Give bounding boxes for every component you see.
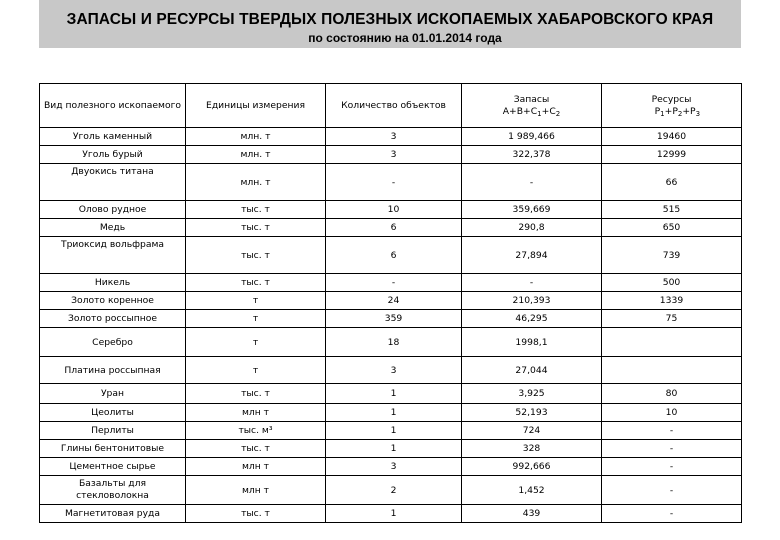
resources-cell: 650	[602, 219, 742, 237]
reserves-cell: -	[462, 164, 602, 201]
unit-cell: т	[186, 292, 326, 310]
resources-header-formula: $P_1+P_2+P_3$	[642, 105, 701, 118]
resources-cell: 66	[602, 164, 742, 201]
unit-cell: т	[186, 328, 326, 357]
reserves-cell: 52,193	[462, 404, 602, 422]
reserves-cell: 328	[462, 440, 602, 458]
mineral-name: Уголь каменный	[40, 128, 186, 146]
unit-cell: млн. т	[186, 146, 326, 164]
count-cell: 3	[326, 458, 462, 476]
unit-cell: т	[186, 357, 326, 384]
reserves-header-label: Запасы	[513, 93, 550, 105]
count-cell: -	[326, 274, 462, 292]
title-banner	[39, 0, 741, 48]
reserves-cell: 1,452	[462, 476, 602, 505]
unit-cell: тыс. т	[186, 201, 326, 219]
count-cell: 10	[326, 201, 462, 219]
reserves-cell: 439	[462, 505, 602, 523]
unit-cell: млн т	[186, 458, 326, 476]
count-cell: -	[326, 164, 462, 201]
count-cell: 6	[326, 219, 462, 237]
unit-cell: млн. т	[186, 164, 326, 201]
table-row	[40, 310, 742, 328]
mineral-name: Магнетитовая руда	[40, 505, 186, 523]
mineral-name: Глины бентонитовые	[40, 440, 186, 458]
unit-cell: тыс. т	[186, 237, 326, 274]
table-row	[40, 164, 742, 201]
mineral-name: Золото коренное	[40, 292, 186, 310]
reserves-cell: 46,295	[462, 310, 602, 328]
resources-cell: -	[602, 476, 742, 505]
reserves-cell: 210,393	[462, 292, 602, 310]
unit-cell: тыс. т	[186, 505, 326, 523]
reserves-cell: 1998,1	[462, 328, 602, 357]
mineral-name: Медь	[40, 219, 186, 237]
mineral-name: Золото россыпное	[40, 310, 186, 328]
count-cell: 3	[326, 128, 462, 146]
count-cell: 1	[326, 404, 462, 422]
table-row	[40, 146, 742, 164]
resources-cell: -	[602, 458, 742, 476]
col-header-mineral: Вид полезного ископаемого	[40, 84, 186, 128]
table-row	[40, 476, 742, 505]
table-row	[40, 328, 742, 357]
resources-cell: 515	[602, 201, 742, 219]
mineral-name: Серебро	[40, 328, 186, 357]
count-cell: 1	[326, 440, 462, 458]
mineral-name: Никель	[40, 274, 186, 292]
page-subtitle: по состоянию на 01.01.2014 года	[308, 31, 502, 45]
count-cell: 6	[326, 237, 462, 274]
table-header-row	[40, 84, 742, 128]
resources-cell: 739	[602, 237, 742, 274]
resources-cell	[602, 357, 742, 384]
unit-cell: тыс. м³	[186, 422, 326, 440]
reserves-cell: 27,044	[462, 357, 602, 384]
reserves-cell: 724	[462, 422, 602, 440]
resources-cell: 12999	[602, 146, 742, 164]
table-row	[40, 219, 742, 237]
resources-cell: -	[602, 422, 742, 440]
table-row	[40, 237, 742, 274]
page-title: ЗАПАСЫ И РЕСУРСЫ ТВЕРДЫХ ПОЛЕЗНЫХ ИСКОПАЕМЫХ ХАБАРОВСКОГО КРАЯ	[66, 11, 714, 28]
unit-cell: т	[186, 310, 326, 328]
count-cell: 359	[326, 310, 462, 328]
reserves-header-formula: $A+B+C_1+C_2$	[502, 105, 561, 118]
mineral-name: Олово рудное	[40, 201, 186, 219]
resources-cell	[602, 328, 742, 357]
mineral-name: Двуокись титана	[40, 164, 186, 201]
mineral-name: Уголь бурый	[40, 146, 186, 164]
resources-cell: 19460	[602, 128, 742, 146]
table-row	[40, 357, 742, 384]
reserves-cell: 1 989,466	[462, 128, 602, 146]
reserves-cell: 992,666	[462, 458, 602, 476]
unit-cell: тыс. т	[186, 440, 326, 458]
table-row	[40, 292, 742, 310]
mineral-name: Уран	[40, 384, 186, 404]
unit-cell: млн т	[186, 404, 326, 422]
table-row	[40, 505, 742, 523]
minerals-table	[39, 83, 742, 523]
mineral-name: Базальты для стекловолокна	[40, 476, 186, 505]
col-header-resources	[602, 84, 742, 128]
table-row	[40, 422, 742, 440]
resources-cell: 1339	[602, 292, 742, 310]
unit-cell: тыс. т	[186, 219, 326, 237]
unit-cell: тыс. т	[186, 274, 326, 292]
resources-cell: 75	[602, 310, 742, 328]
col-header-units: Единицы измерения	[186, 84, 326, 128]
col-header-reserves	[462, 84, 602, 128]
count-cell: 1	[326, 505, 462, 523]
table-row	[40, 458, 742, 476]
count-cell: 3	[326, 146, 462, 164]
col-header-count: Количество объектов	[326, 84, 462, 128]
table-row	[40, 274, 742, 292]
mineral-name: Перлиты	[40, 422, 186, 440]
unit-cell: тыс. т	[186, 384, 326, 404]
reserves-cell: 290,8	[462, 219, 602, 237]
resources-cell: 10	[602, 404, 742, 422]
reserves-cell: -	[462, 274, 602, 292]
count-cell: 1	[326, 422, 462, 440]
reserves-cell: 359,669	[462, 201, 602, 219]
resources-cell: 80	[602, 384, 742, 404]
resources-cell: -	[602, 440, 742, 458]
table-row	[40, 404, 742, 422]
reserves-cell: 27,894	[462, 237, 602, 274]
table-row	[40, 128, 742, 146]
count-cell: 2	[326, 476, 462, 505]
mineral-name: Триоксид вольфрама	[40, 237, 186, 274]
count-cell: 18	[326, 328, 462, 357]
table-row	[40, 384, 742, 404]
reserves-cell: 3,925	[462, 384, 602, 404]
mineral-name: Цементное сырье	[40, 458, 186, 476]
table-row	[40, 440, 742, 458]
mineral-name: Платина россыпная	[40, 357, 186, 384]
mineral-name: Цеолиты	[40, 404, 186, 422]
resources-cell: 500	[602, 274, 742, 292]
unit-cell: млн. т	[186, 128, 326, 146]
unit-cell: млн т	[186, 476, 326, 505]
resources-header-label: Ресурсы	[651, 93, 692, 105]
count-cell: 3	[326, 357, 462, 384]
count-cell: 1	[326, 384, 462, 404]
table-row	[40, 201, 742, 219]
reserves-cell: 322,378	[462, 146, 602, 164]
count-cell: 24	[326, 292, 462, 310]
resources-cell: -	[602, 505, 742, 523]
